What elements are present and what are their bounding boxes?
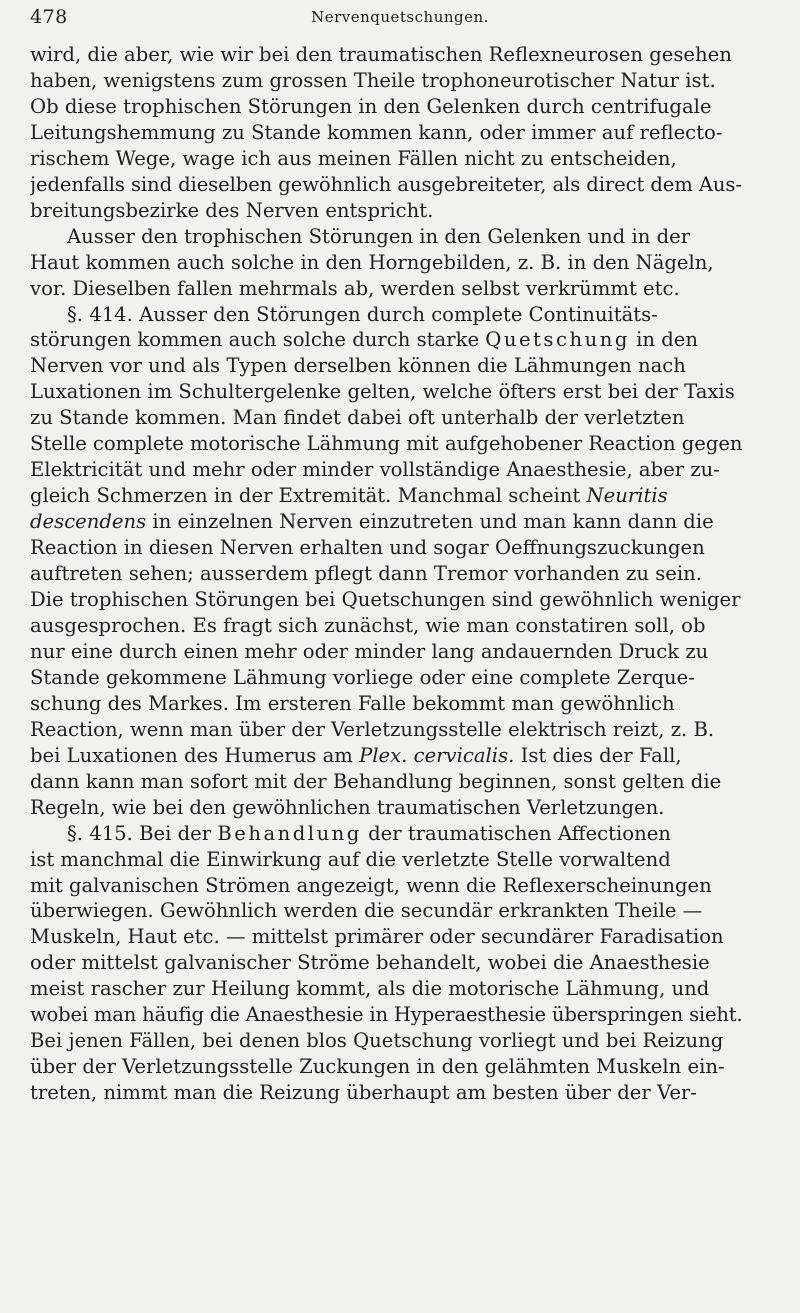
text-line: Nerven vor und als Typen derselben können die Lähmungen nach — [30, 354, 686, 378]
text-run: in den — [629, 328, 698, 352]
text-line: Luxationen im Schultergelenke gelten, welche öfters erst bei der Taxis — [30, 380, 735, 404]
text-line: auftreten sehen; ausserdem pflegt dann Tremor vorhanden zu sein. — [30, 562, 702, 586]
body-text — [30, 42, 742, 1106]
page-header — [0, 0, 800, 40]
text-run: §. 415. Bei der — [67, 821, 218, 845]
text-run: §. 414. Ausser den Störungen durch complete Continuitäts- — [67, 302, 658, 326]
text-line: Die trophischen Störungen bei Quetschungen sind gewöhnlich weniger — [30, 588, 741, 612]
italic-text: descendens — [30, 510, 147, 534]
text-line: zu Stande kommen. Man findet dabei oft unterhalb der verletzten — [30, 406, 685, 430]
italic-text: Neuritis — [586, 484, 668, 508]
text-run: der traumatischen Affectionen — [361, 821, 671, 845]
text-line — [30, 743, 742, 769]
text-line: Leitungshemmung zu Stande kommen kann, oder immer auf reflecto- — [30, 120, 723, 144]
text-run: bei Luxationen des Humerus am — [30, 743, 360, 767]
text-line: über der Verletzungsstelle Zuckungen in den gelähmten Muskeln ein- — [30, 1055, 725, 1079]
text-line: haben, wenigstens zum grossen Theile trophoneurotischer Natur ist. — [30, 68, 716, 92]
text-line: Ob diese trophischen Störungen in den Gelenken durch centrifugale — [30, 94, 712, 118]
text-line: Haut kommen auch solche in den Horngebilden, z. B. in den Nägeln, — [30, 250, 714, 274]
text-line: nur eine durch einen mehr oder minder lang andauernden Druck zu — [30, 639, 709, 663]
text-line: dann kann man sofort mit der Behandlung beginnen, sonst gelten die — [30, 769, 722, 793]
text-line: meist rascher zur Heilung kommt, als die motorische Lähmung, und — [30, 977, 710, 1001]
text-line — [30, 302, 742, 328]
text-line: Stande gekommene Lähmung vorliege oder eine complete Zerque- — [30, 665, 695, 689]
italic-text: Plex. cervicalis. — [359, 743, 515, 767]
text-line — [30, 509, 742, 535]
spaced-text: Quetschung — [485, 328, 630, 352]
page-number: 478 — [30, 6, 68, 28]
text-line: treten, nimmt man die Reizung überhaupt am besten über der Ver- — [30, 1081, 697, 1105]
text-line: überwiegen. Gewöhnlich werden die secundär erkrankten Theile — — [30, 899, 703, 923]
spaced-text: Behandlung — [217, 821, 362, 845]
text-line: wobei man häufig die Anaesthesie in Hyperaesthesie überspringen sieht. — [30, 1003, 742, 1027]
text-line — [30, 821, 742, 847]
text-run: störungen kommen auch solche durch starke — [30, 328, 486, 352]
text-line: ist manchmal die Einwirkung auf die verletzte Stelle vorwaltend — [30, 847, 671, 871]
text-line: Muskeln, Haut etc. — mittelst primärer oder secundärer Faradisation — [30, 925, 724, 949]
text-line: jedenfalls sind dieselben gewöhnlich ausgebreiteter, als direct dem Aus- — [30, 172, 742, 196]
text-line: oder mittelst galvanischer Ströme behandelt, wobei die Anaesthesie — [30, 951, 710, 975]
text-line: Reaction, wenn man über der Verletzungsstelle elektrisch reizt, z. B. — [30, 717, 715, 741]
text-line: rischem Wege, wage ich aus meinen Fällen nicht zu entscheiden, — [30, 146, 677, 170]
text-line — [30, 327, 742, 353]
text-line: ausgesprochen. Es fragt sich zunächst, wie man constatiren soll, ob — [30, 613, 706, 637]
text-line: Bei jenen Fällen, bei denen blos Quetschung vorliegt und bei Reizung — [30, 1029, 724, 1053]
text-run: gleich Schmerzen in der Extremität. Manchmal scheint — [30, 484, 587, 508]
text-line: vor. Dieselben fallen mehrmals ab, werden selbst verkrümmt etc. — [30, 276, 680, 300]
text-line: Elektricität und mehr oder minder vollständige Anaesthesie, aber zu- — [30, 458, 720, 482]
text-run: in einzelnen Nerven einzutreten und man kann dann die — [146, 510, 714, 534]
text-line: schung des Markes. Im ersteren Falle bekommt man gewöhnlich — [30, 691, 675, 715]
text-line: mit galvanischen Strömen angezeigt, wenn die Reflexerscheinungen — [30, 873, 712, 897]
text-line: Ausser den trophischen Störungen in den Gelenken und in der — [67, 224, 691, 248]
text-line: Regeln, wie bei den gewöhnlichen traumatischen Verletzungen. — [30, 795, 665, 819]
text-line: Stelle complete motorische Lähmung mit aufgehobener Reaction gegen — [30, 432, 742, 456]
text-line: breitungsbezirke des Nerven entspricht. — [30, 198, 434, 222]
text-line: Reaction in diesen Nerven erhalten und sogar Oeffnungszuckungen — [30, 536, 705, 560]
text-run: Ist dies der Fall, — [514, 743, 682, 767]
text-line: wird, die aber, wie wir bei den traumatischen Reflexneurosen gesehen — [30, 43, 732, 66]
text-line — [30, 483, 742, 509]
running-head: Nervenquetschungen. — [311, 8, 489, 26]
